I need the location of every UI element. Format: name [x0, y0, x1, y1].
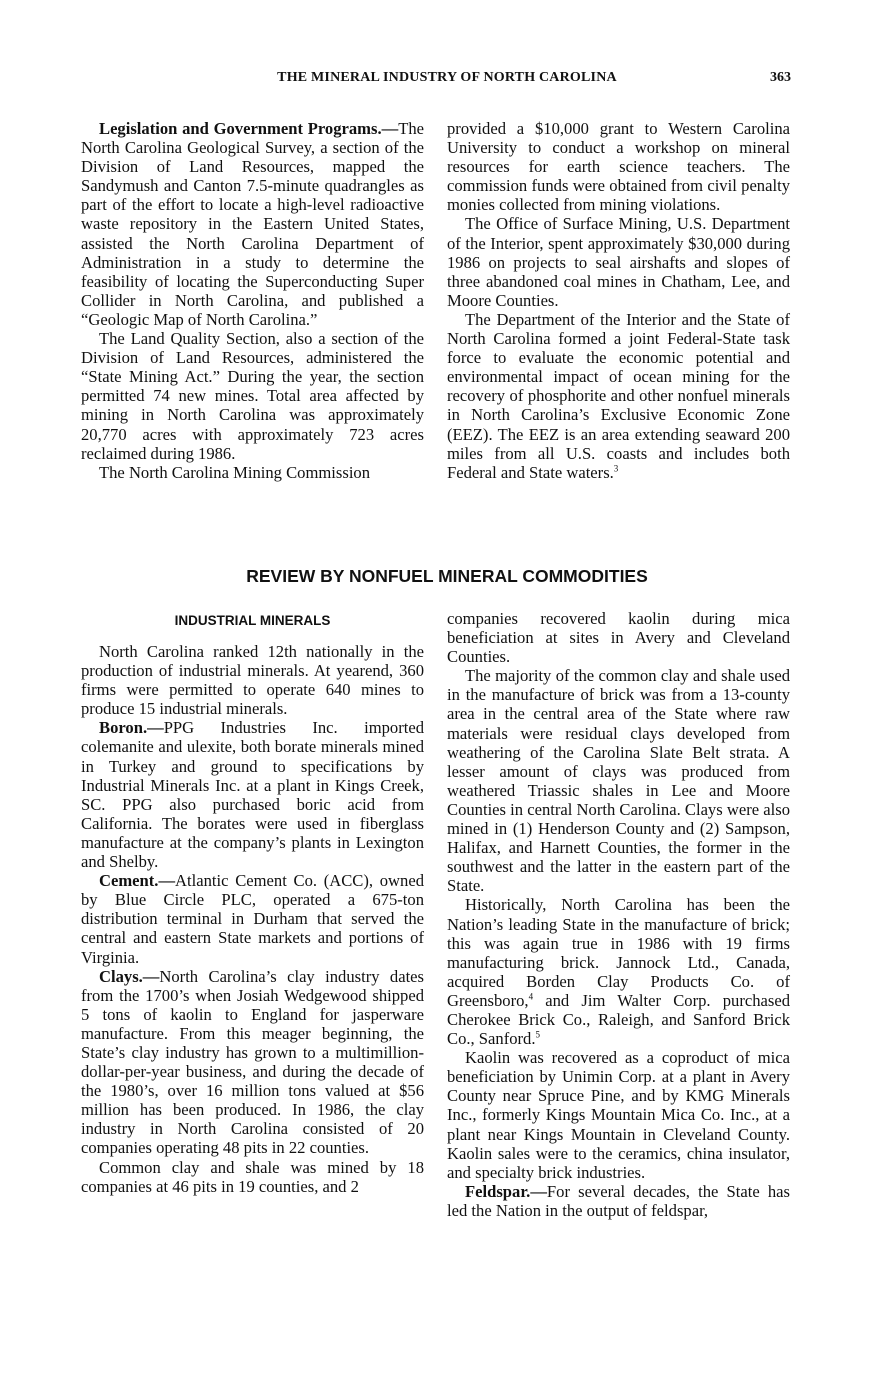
bottom-left-column — [81, 642, 424, 1196]
paragraph-brick-history — [447, 895, 790, 1048]
paragraph-common-clay: Common clay and shale was mined by 18 companies at 46 pits in 19 counties, and 2 — [81, 1157, 424, 1196]
paragraph-text: PPG Industries Inc. imported colemanite and ulexite, both borate minerals mined in Turkey and ground to specifications by Industrial Minerals Inc. at a plant in Kings Creek, SC. PPG also purchased boric acid from California. The borates were used in fiberglass manufacture at the company’s plants in Lexington and Shelby. — [81, 718, 424, 872]
paragraph-cement — [81, 871, 424, 966]
paragraph-text: North Carolina’s clay industry dates from the 1700’s when Josiah Wedgewood shipped 5 tons of kaolin to England for jasperware manufacture. From this meager beginning, the State’s clay industry has grown to a multimillion-dollar-per-year business, and during the decade of the 1980’s, over 16 million tons valued at $56 million has been produced. In 1986, the clay industry in North Carolina consisted of 20 companies operating 48 pits in 22 counties. — [81, 966, 424, 1158]
paragraph-land-quality: The Land Quality Section, also a section of the Division of Land Resources, administered the “State Mining Act.” During the year, the section permitted 74 new mines. Total area affected by mining in North Carolina was approximately 20,770 acres with approximately 723 acres reclaimed during 1986. — [81, 329, 424, 463]
section-title: REVIEW BY NONFUEL MINERAL COMMODITIES — [246, 566, 648, 586]
paragraph-lead-legislation: Legislation and Government Programs.— — [99, 119, 399, 138]
paragraph-text: Historically, North Carolina has been the Nation’s leading State in the manufacture of brick; this was again true in 1986 with 19 firms manufacturing brick. Jannock Ltd., Canada, acquired Borden Clay Products Co. of Greensboro, — [447, 895, 790, 1010]
paragraph-text: and Jim Walter Corp. purchased Cherokee Brick Co., Raleigh, and Sanford Brick Co., Sanford. — [447, 990, 790, 1049]
paragraph-text: The North Carolina Geological Survey, a section of the Division of Land Resources, mapped the Sandymush and Canton 7.5-minute quadrangles as part of the effort to locate a high-level radioactive waste repository in the Eastern United States, assisted the North Carolina Department of Administration in a study to determine the feasibility of locating the Superconducting Super Collider in North Carolina, and published a “Geologic Map of North Carolina.” — [81, 119, 424, 329]
bottom-right-column — [447, 609, 790, 1220]
paragraph-legislation — [81, 119, 424, 329]
paragraph-text: For several decades, the State has led the Nation in the output of feldspar, — [447, 1181, 790, 1220]
paragraph-grant-continued: provided a $10,000 grant to Western Carolina University to conduct a workshop on mineral resources for earth science teachers. The commission funds were obtained from civil penalty monies collected from mining violations. — [447, 119, 790, 215]
footnote-marker: 3 — [613, 463, 619, 474]
footnote-marker: 5 — [535, 1029, 540, 1040]
running-header-title: THE MINERAL INDUSTRY OF NORTH CAROLINA — [277, 70, 617, 85]
paragraph-brick-clay: The majority of the common clay and shale used in the manufacture of brick was from a 13-county area in the central area of the State where raw materials were residual clays developed from weathering of the Carolina Slate Belt strata. A lesser amount of clays was produced from weathered Triassic shales in Lee and Moore Counties in central North Carolina. Clays were also mined in (1) Henderson County and (2) Sampson, Halifax, and Harnett Counties, the former in the southwest and the latter in the eastern part of the State. — [447, 666, 790, 896]
paragraph-boron — [81, 718, 424, 871]
footnote-marker: 4 — [528, 991, 534, 1002]
paragraph-lead-cement: Cement.— — [99, 871, 176, 891]
paragraph-text: Atlantic Cement Co. (ACC), owned by Blue Circle PLC, operated a 675-ton distribution terminal in Durham that served the central and eastern State markets and portions of Virginia. — [81, 871, 424, 967]
paragraph-lead-feldspar: Feldspar.— — [465, 1181, 547, 1201]
paragraph-kaolin-continued: companies recovered kaolin during mica beneficiation at sites in Avery and Cleveland Counties. — [447, 609, 790, 667]
subsection-title: INDUSTRIAL MINERALS — [174, 613, 331, 628]
paragraph-feldspar — [447, 1182, 790, 1220]
paragraph-lead-clays: Clays.— — [99, 966, 160, 986]
top-right-column — [447, 119, 790, 482]
paragraph-clays — [81, 967, 424, 1158]
paragraph-mining-commission: The North Carolina Mining Commission — [99, 462, 371, 482]
paragraph-ranking: North Carolina ranked 12th nationally in the production of industrial minerals. At yearend, 360 firms were permitted to operate 640 mines to produce 15 industrial minerals. — [81, 642, 424, 719]
page-number: 363 — [770, 70, 791, 85]
paragraph-kaolin-coproduct: Kaolin was recovered as a coproduct of mica beneficiation by Unimin Corp. at a plant in Avery County near Spruce Pine, and by KMG Minerals Inc., formerly Kings Mountain Mica Co. Inc., at a plant near Kings Mountain in Cleveland County. Kaolin sales were to the ceramics, china insulator, and specialty brick industries. — [447, 1048, 790, 1182]
paragraph-lead-boron: Boron.— — [99, 718, 164, 738]
paragraph-ocean-mining — [447, 310, 790, 482]
paragraph-surface-mining: The Office of Surface Mining, U.S. Department of the Interior, spent approximately $30,000 during 1986 on projects to seal airshafts and slopes of three abandoned coal mines in Chatham, Lee, and Moore Counties. — [447, 214, 790, 310]
top-left-column — [81, 119, 424, 482]
paragraph-text: The Department of the Interior and the State of North Carolina formed a joint Federal-State task force to evaluate the economic potential and environmental impact of ocean mining for the recovery of phosphorite and other nonfuel minerals in North Carolina’s Exclusive Economic Zone (EEZ). The EEZ is an area extending seaward 200 miles from all U.S. coasts and includes both Federal and State waters. — [447, 309, 790, 482]
